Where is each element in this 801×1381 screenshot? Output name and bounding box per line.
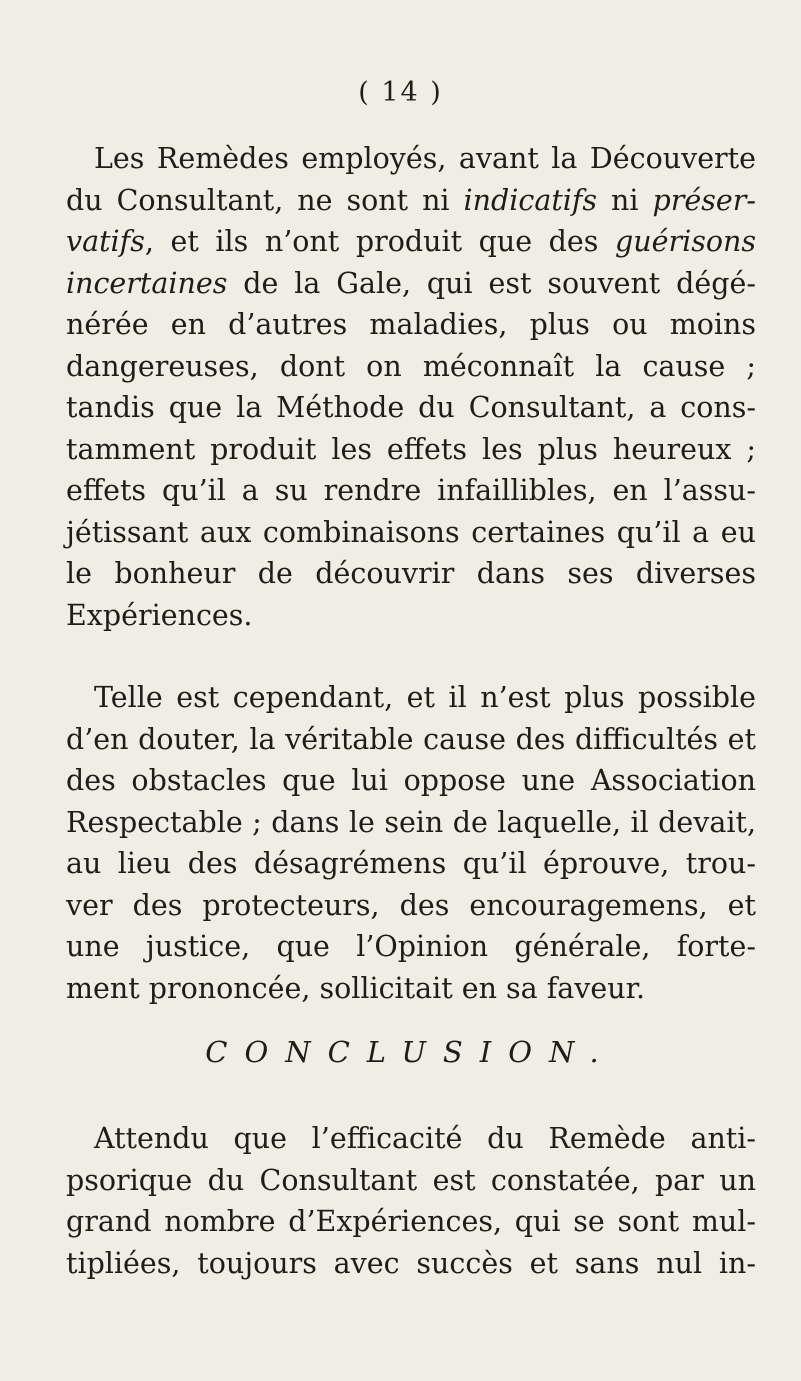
text-line: Attendu que l’efficacité du Remède anti- bbox=[94, 1122, 756, 1155]
text-line: incertaines de la Gale, qui est souvent dégé- bbox=[66, 266, 756, 300]
text-line: tamment produit les effets les plus heureux ; bbox=[66, 432, 756, 466]
text-line: Les Remèdes employés, avant la Découverte bbox=[94, 142, 756, 175]
text-line: une justice, que l’Opinion générale, forte- bbox=[66, 930, 756, 963]
text-line: jétissant aux combinaisons certaines qu’il a eu bbox=[66, 515, 756, 549]
text-line: au lieu des désagrémens qu’il éprouve, trou- bbox=[66, 847, 756, 880]
text-line: du Consultant, ne sont ni indicatifs ni préser- bbox=[66, 183, 756, 217]
paragraph-remedies bbox=[66, 138, 756, 636]
text-line: des obstacles que lui oppose une Association bbox=[66, 764, 756, 797]
text-line: nérée en d’autres maladies, plus ou moins bbox=[66, 308, 756, 341]
text-line: vatifs, et ils n’ont produit que des guérisons bbox=[66, 225, 756, 258]
text-line: grand nombre d’Expériences, qui se sont mul- bbox=[66, 1205, 756, 1238]
text-line: psorique du Consultant est constatée, par un bbox=[66, 1163, 756, 1197]
conclusion-heading: CONCLUSION. bbox=[205, 1035, 616, 1069]
text-line: dangereuses, dont on méconnaît la cause ; bbox=[66, 349, 756, 383]
text-line: Respectable ; dans le sein de laquelle, il devait, bbox=[66, 805, 756, 839]
text-line: tandis que la Méthode du Consultant, a cons- bbox=[66, 391, 756, 424]
text-line: effets qu’il a su rendre infaillibles, en l’assu- bbox=[66, 474, 756, 507]
paragraph-conclusion bbox=[66, 1118, 756, 1284]
page-number: ( 14 ) bbox=[358, 77, 443, 108]
text-line: ver des protecteurs, des encouragemens, et bbox=[66, 888, 756, 922]
text-line: ment prononcée, sollicitait en sa faveur. bbox=[66, 971, 646, 1005]
text-line: Expériences. bbox=[66, 598, 253, 632]
text-line: tipliées, toujours avec succès et sans nul in- bbox=[66, 1246, 756, 1280]
text-line: Telle est cependant, et il n’est plus possible bbox=[94, 681, 756, 714]
text-line: d’en douter, la véritable cause des difficultés et bbox=[66, 722, 756, 756]
text-line: le bonheur de découvrir dans ses diverses bbox=[66, 557, 756, 590]
paragraph-obstacles bbox=[66, 677, 756, 1009]
